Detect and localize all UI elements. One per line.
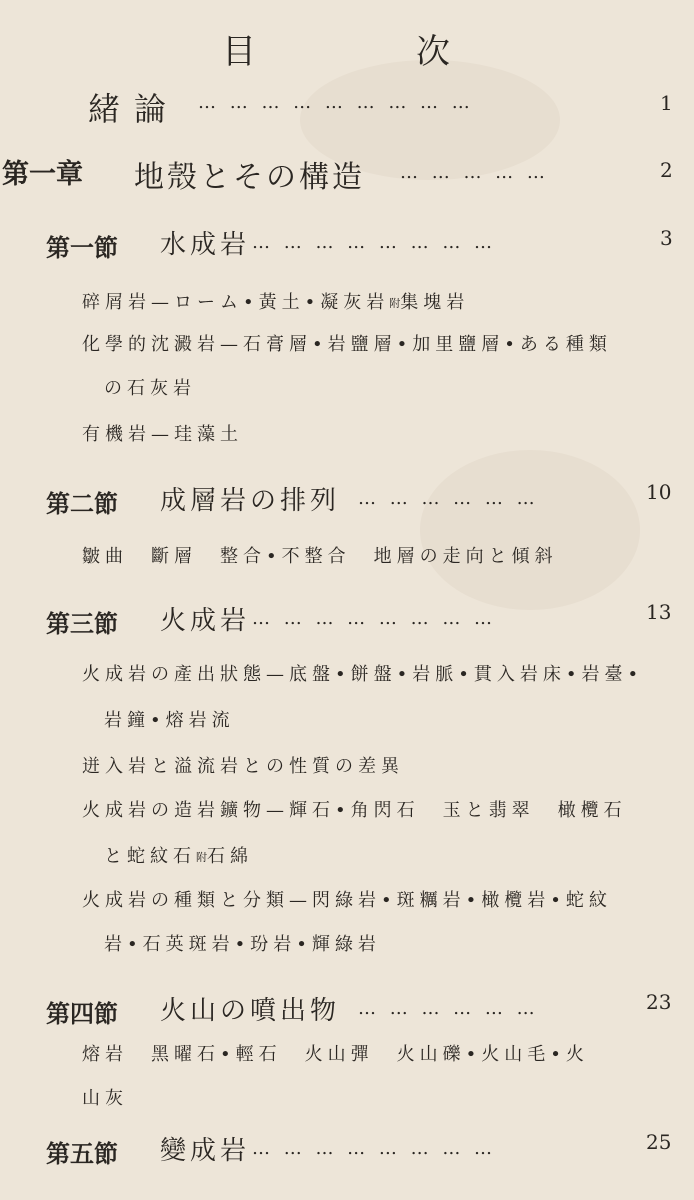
section-4-leader: … … … … … … [358,998,539,1019]
section-1-leader: … … … … … … … … [252,232,497,253]
section-3-sub-1: 火成岩の產出狀態—底盤•餅盤•岩脈•貫入岩床•岩臺• [82,664,644,685]
section-3-leader: … … … … … … … … [252,608,497,629]
section-3-sub-2: 迸入岩と溢流岩との性質の差異 [82,756,404,777]
section-3-title: 火成岩 [160,606,251,636]
chapter-1-number: 第一章 [2,159,83,190]
section-3-sub-3-cont: と蛇紋石附石綿 [104,846,253,867]
section-4-sub-1: 熔岩 黑曜石•輕石 火山彈 火山礫•火山毛•火 [82,1044,589,1065]
section-3-sub-4: 火成岩の種類と分類—閃綠岩•斑糲岩•橄欖岩•蛇紋 [82,890,612,911]
section-4-number: 第四節 [46,999,118,1028]
chapter-1-title: 地殼とその構造 [134,160,365,195]
section-2-leader: … … … … … … [358,488,539,509]
section-3-sub-4-cont: 岩•石英斑岩•玢岩•輝綠岩 [104,934,381,955]
section-2-sub-1: 皺曲 斷層 整合•不整合 地層の走向と傾斜 [82,546,558,567]
section-1-title: 水成岩 [160,230,251,260]
section-3-sub-3: 火成岩の造岩鑛物—輝石•角閃石 玉と翡翠 橄欖石 [82,800,627,821]
toc-title-char-2: 次 [416,32,452,72]
intro-label: 緒論 [88,90,181,128]
section-1-page: 3 [660,226,673,250]
chapter-1-leader: … … … … … [400,162,549,183]
toc-title-char-1: 目 [222,32,258,72]
intro-leader: … … … … … … … … … [198,92,474,113]
section-1-sub-1: 碎屑岩—ローム•黃土•凝灰岩附集塊岩 [82,292,470,313]
section-3-sub-1-cont: 岩鐘•熔岩流 [104,710,235,731]
paper-stain [420,450,640,610]
section-1-sub-2: 化學的沈澱岩—石膏層•岩鹽層•加里鹽層•ある種類 [82,334,612,355]
section-3-page: 13 [646,600,672,624]
section-2-number: 第二節 [46,489,118,518]
section-4-page: 23 [646,990,672,1014]
section-1-number: 第一節 [46,233,118,262]
section-3-number: 第三節 [46,609,118,638]
section-4-sub-1-cont: 山灰 [82,1088,128,1109]
section-2-title: 成層岩の排列 [160,486,341,516]
section-5-leader: … … … … … … … … [252,1138,497,1159]
intro-page: 1 [660,91,673,115]
section-1-sub-3: 有機岩—珪藻土 [82,424,243,445]
section-5-title: 變成岩 [160,1136,251,1166]
chapter-1-page: 2 [660,158,673,182]
section-4-title: 火山の噴出物 [160,996,341,1026]
section-5-page: 25 [646,1130,672,1154]
section-2-page: 10 [646,480,672,504]
section-5-number: 第五節 [46,1139,118,1168]
section-1-sub-2-cont: の石灰岩 [104,378,196,399]
